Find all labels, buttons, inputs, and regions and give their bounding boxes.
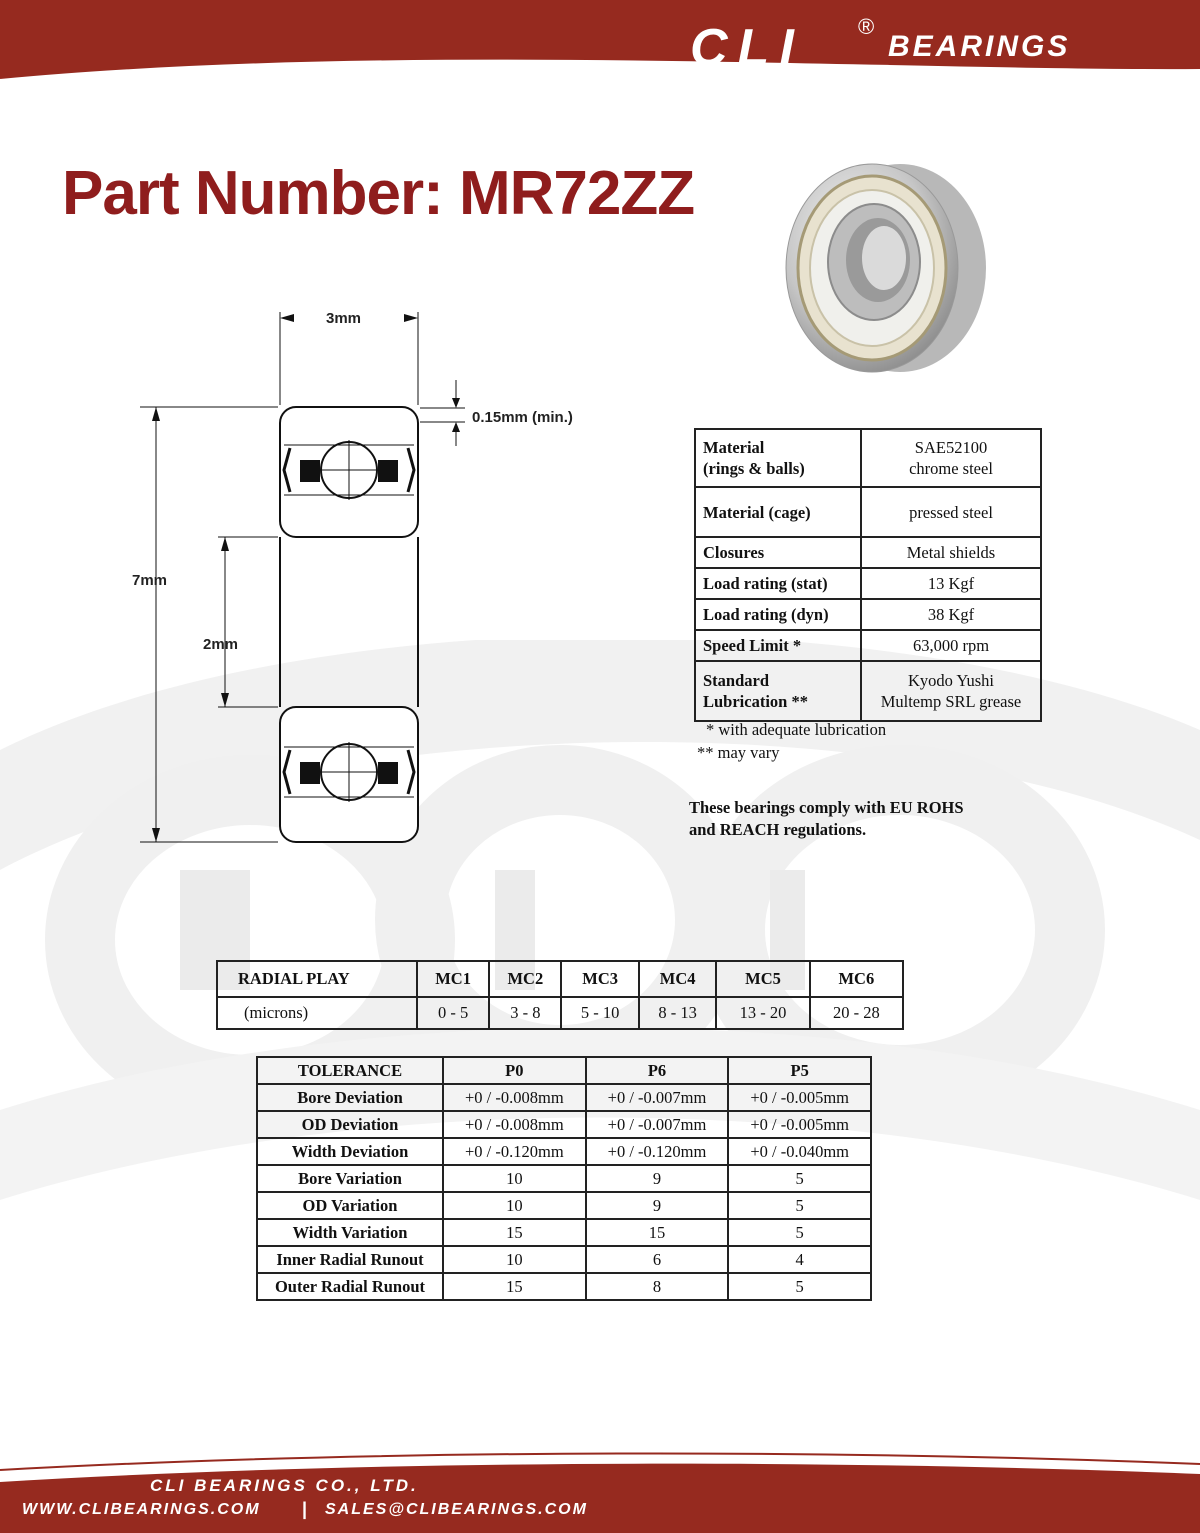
tolerance-value-cell: 15 (443, 1219, 586, 1246)
spec-value-line: Multemp SRL grease (880, 692, 1022, 711)
tolerance-value-cell: +0 / -0.120mm (586, 1138, 729, 1165)
width-dimension-label: 3mm (326, 310, 362, 327)
spec-label-line: Lubrication ** (703, 692, 808, 711)
spec-value (861, 661, 1041, 721)
table-row (257, 1246, 871, 1273)
spec-label-line: Standard (703, 671, 770, 690)
radial-play-header-cell: MC2 (489, 961, 561, 997)
table-row (217, 997, 903, 1029)
spec-value (861, 537, 1041, 568)
footer-company-name: CLI BEARINGS CO., LTD. (150, 1476, 419, 1495)
clearance-dimension-label: 0.15mm (min.) (472, 409, 573, 426)
spec-value-line: pressed steel (909, 502, 993, 522)
tolerance-value-cell: 9 (586, 1165, 729, 1192)
tolerance-value-cell: 10 (443, 1192, 586, 1219)
radial-play-value-cell: 3 - 8 (489, 997, 561, 1029)
radial-play-header-cell: MC3 (561, 961, 638, 997)
tolerance-value-cell: 15 (443, 1273, 586, 1300)
table-row (257, 1219, 871, 1246)
page-title: Part Number: MR72ZZ (62, 159, 695, 228)
tolerance-value-cell: +0 / -0.040mm (728, 1138, 871, 1165)
tolerance-value-cell: +0 / -0.007mm (586, 1084, 729, 1111)
tolerance-value-cell: 5 (728, 1219, 871, 1246)
spec-value (861, 599, 1041, 630)
specification-table (694, 428, 1042, 722)
spec-label (695, 537, 861, 568)
spec-label (695, 661, 861, 721)
spec-row (695, 661, 1041, 721)
tolerance-row-label: Bore Deviation (257, 1084, 443, 1111)
tolerance-header-cell: P5 (728, 1057, 871, 1084)
spec-value-line: chrome steel (909, 459, 993, 478)
radial-play-value-cell: 0 - 5 (417, 997, 489, 1029)
table-row (217, 961, 903, 997)
tolerance-value-cell: 10 (443, 1165, 586, 1192)
spec-label-line: Load rating (dyn) (703, 605, 829, 624)
tolerance-value-cell: 5 (728, 1165, 871, 1192)
spec-value-line: 38 Kgf (927, 605, 975, 624)
tolerance-value-cell: 6 (586, 1246, 729, 1273)
tolerance-header-cell: P0 (443, 1057, 586, 1084)
table-row (257, 1273, 871, 1300)
table-row (257, 1138, 871, 1165)
footer-divider: | (302, 1499, 308, 1519)
spec-value (861, 487, 1041, 537)
spec-row (695, 429, 1041, 487)
spec-label-line: Material (703, 438, 765, 457)
footnote-speed: * with adequate lubrication (706, 720, 887, 739)
tolerance-header-cell: P6 (586, 1057, 729, 1084)
radial-play-header-cell: MC1 (417, 961, 489, 997)
tolerance-value-cell: +0 / -0.008mm (443, 1084, 586, 1111)
tolerance-value-cell: 5 (728, 1273, 871, 1300)
spec-value (861, 429, 1041, 487)
footer-website-link[interactable]: WWW.CLIBEARINGS.COM (22, 1501, 261, 1518)
tolerance-value-cell: +0 / -0.005mm (728, 1111, 871, 1138)
spec-label (695, 568, 861, 599)
bearing-cross-section-diagram (120, 300, 620, 860)
table-row (257, 1084, 871, 1111)
tolerance-header-cell: TOLERANCE (257, 1057, 443, 1084)
bearing-photo (760, 150, 990, 380)
spec-row (695, 537, 1041, 568)
bore-diameter-label: 2mm (203, 636, 239, 653)
table-row (257, 1111, 871, 1138)
tolerance-value-cell: 4 (728, 1246, 871, 1273)
tolerance-value-cell: 8 (586, 1273, 729, 1300)
tolerance-value-cell: 10 (443, 1246, 586, 1273)
tolerance-row-label: Bore Variation (257, 1165, 443, 1192)
spec-label-line: Material (cage) (703, 502, 811, 522)
radial-play-header-cell: MC4 (639, 961, 716, 997)
tolerance-row-label: Width Deviation (257, 1138, 443, 1165)
tolerance-row-label: Width Variation (257, 1219, 443, 1246)
table-row (257, 1057, 871, 1084)
tolerance-row-label: OD Deviation (257, 1111, 443, 1138)
spec-value-line: Kyodo Yushi (907, 671, 995, 690)
spec-label (695, 487, 861, 537)
spec-label-line: (rings & balls) (703, 459, 805, 478)
spec-row (695, 630, 1041, 661)
tolerance-row-label: OD Variation (257, 1192, 443, 1219)
compliance-line: These bearings comply with EU ROHS (689, 798, 964, 817)
radial-play-header-cell: MC6 (810, 961, 903, 997)
tolerance-value-cell: +0 / -0.120mm (443, 1138, 586, 1165)
spec-value (861, 568, 1041, 599)
tolerance-table (256, 1056, 872, 1301)
compliance-statement (689, 797, 1029, 841)
radial-play-value-cell: (microns) (217, 997, 417, 1029)
tolerance-row-label: Inner Radial Runout (257, 1246, 443, 1273)
spec-label-line: Speed Limit * (703, 636, 802, 655)
spec-value (861, 630, 1041, 661)
tolerance-row-label: Outer Radial Runout (257, 1273, 443, 1300)
spec-label-line: Closures (703, 543, 765, 562)
compliance-line: and REACH regulations. (689, 820, 867, 839)
tolerance-value-cell: +0 / -0.005mm (728, 1084, 871, 1111)
spec-row (695, 599, 1041, 630)
logo-bearings: BEARINGS (888, 30, 1071, 63)
tolerance-value-cell: 5 (728, 1192, 871, 1219)
radial-play-header-cell: MC5 (716, 961, 809, 997)
tolerance-value-cell: 9 (586, 1192, 729, 1219)
radial-play-value-cell: 13 - 20 (716, 997, 809, 1029)
spec-row (695, 568, 1041, 599)
radial-play-value-cell: 8 - 13 (639, 997, 716, 1029)
outer-diameter-label: 7mm (132, 572, 168, 589)
radial-play-table (216, 960, 904, 1030)
spec-label (695, 429, 861, 487)
spec-label (695, 599, 861, 630)
radial-play-header-cell: RADIAL PLAY (217, 961, 417, 997)
spec-row (695, 487, 1041, 537)
radial-play-value-cell: 20 - 28 (810, 997, 903, 1029)
spec-label (695, 630, 861, 661)
spec-value-line: 13 Kgf (927, 574, 975, 593)
spec-value-line: Metal shields (906, 543, 996, 562)
spec-value-line: SAE52100 (914, 438, 988, 457)
registered-mark: ® (858, 14, 875, 39)
spec-value-line: 63,000 rpm (912, 636, 990, 655)
tolerance-value-cell: 15 (586, 1219, 729, 1246)
footnote-lubrication: ** may vary (697, 743, 780, 762)
tolerance-value-cell: +0 / -0.007mm (586, 1111, 729, 1138)
tolerance-value-cell: +0 / -0.008mm (443, 1111, 586, 1138)
radial-play-value-cell: 5 - 10 (561, 997, 638, 1029)
table-row (257, 1192, 871, 1219)
table-row (257, 1165, 871, 1192)
logo-cli: CLI (690, 19, 804, 77)
spec-label-line: Load rating (stat) (703, 574, 828, 593)
footer-email-link[interactable]: SALES@CLIBEARINGS.COM (325, 1501, 588, 1518)
